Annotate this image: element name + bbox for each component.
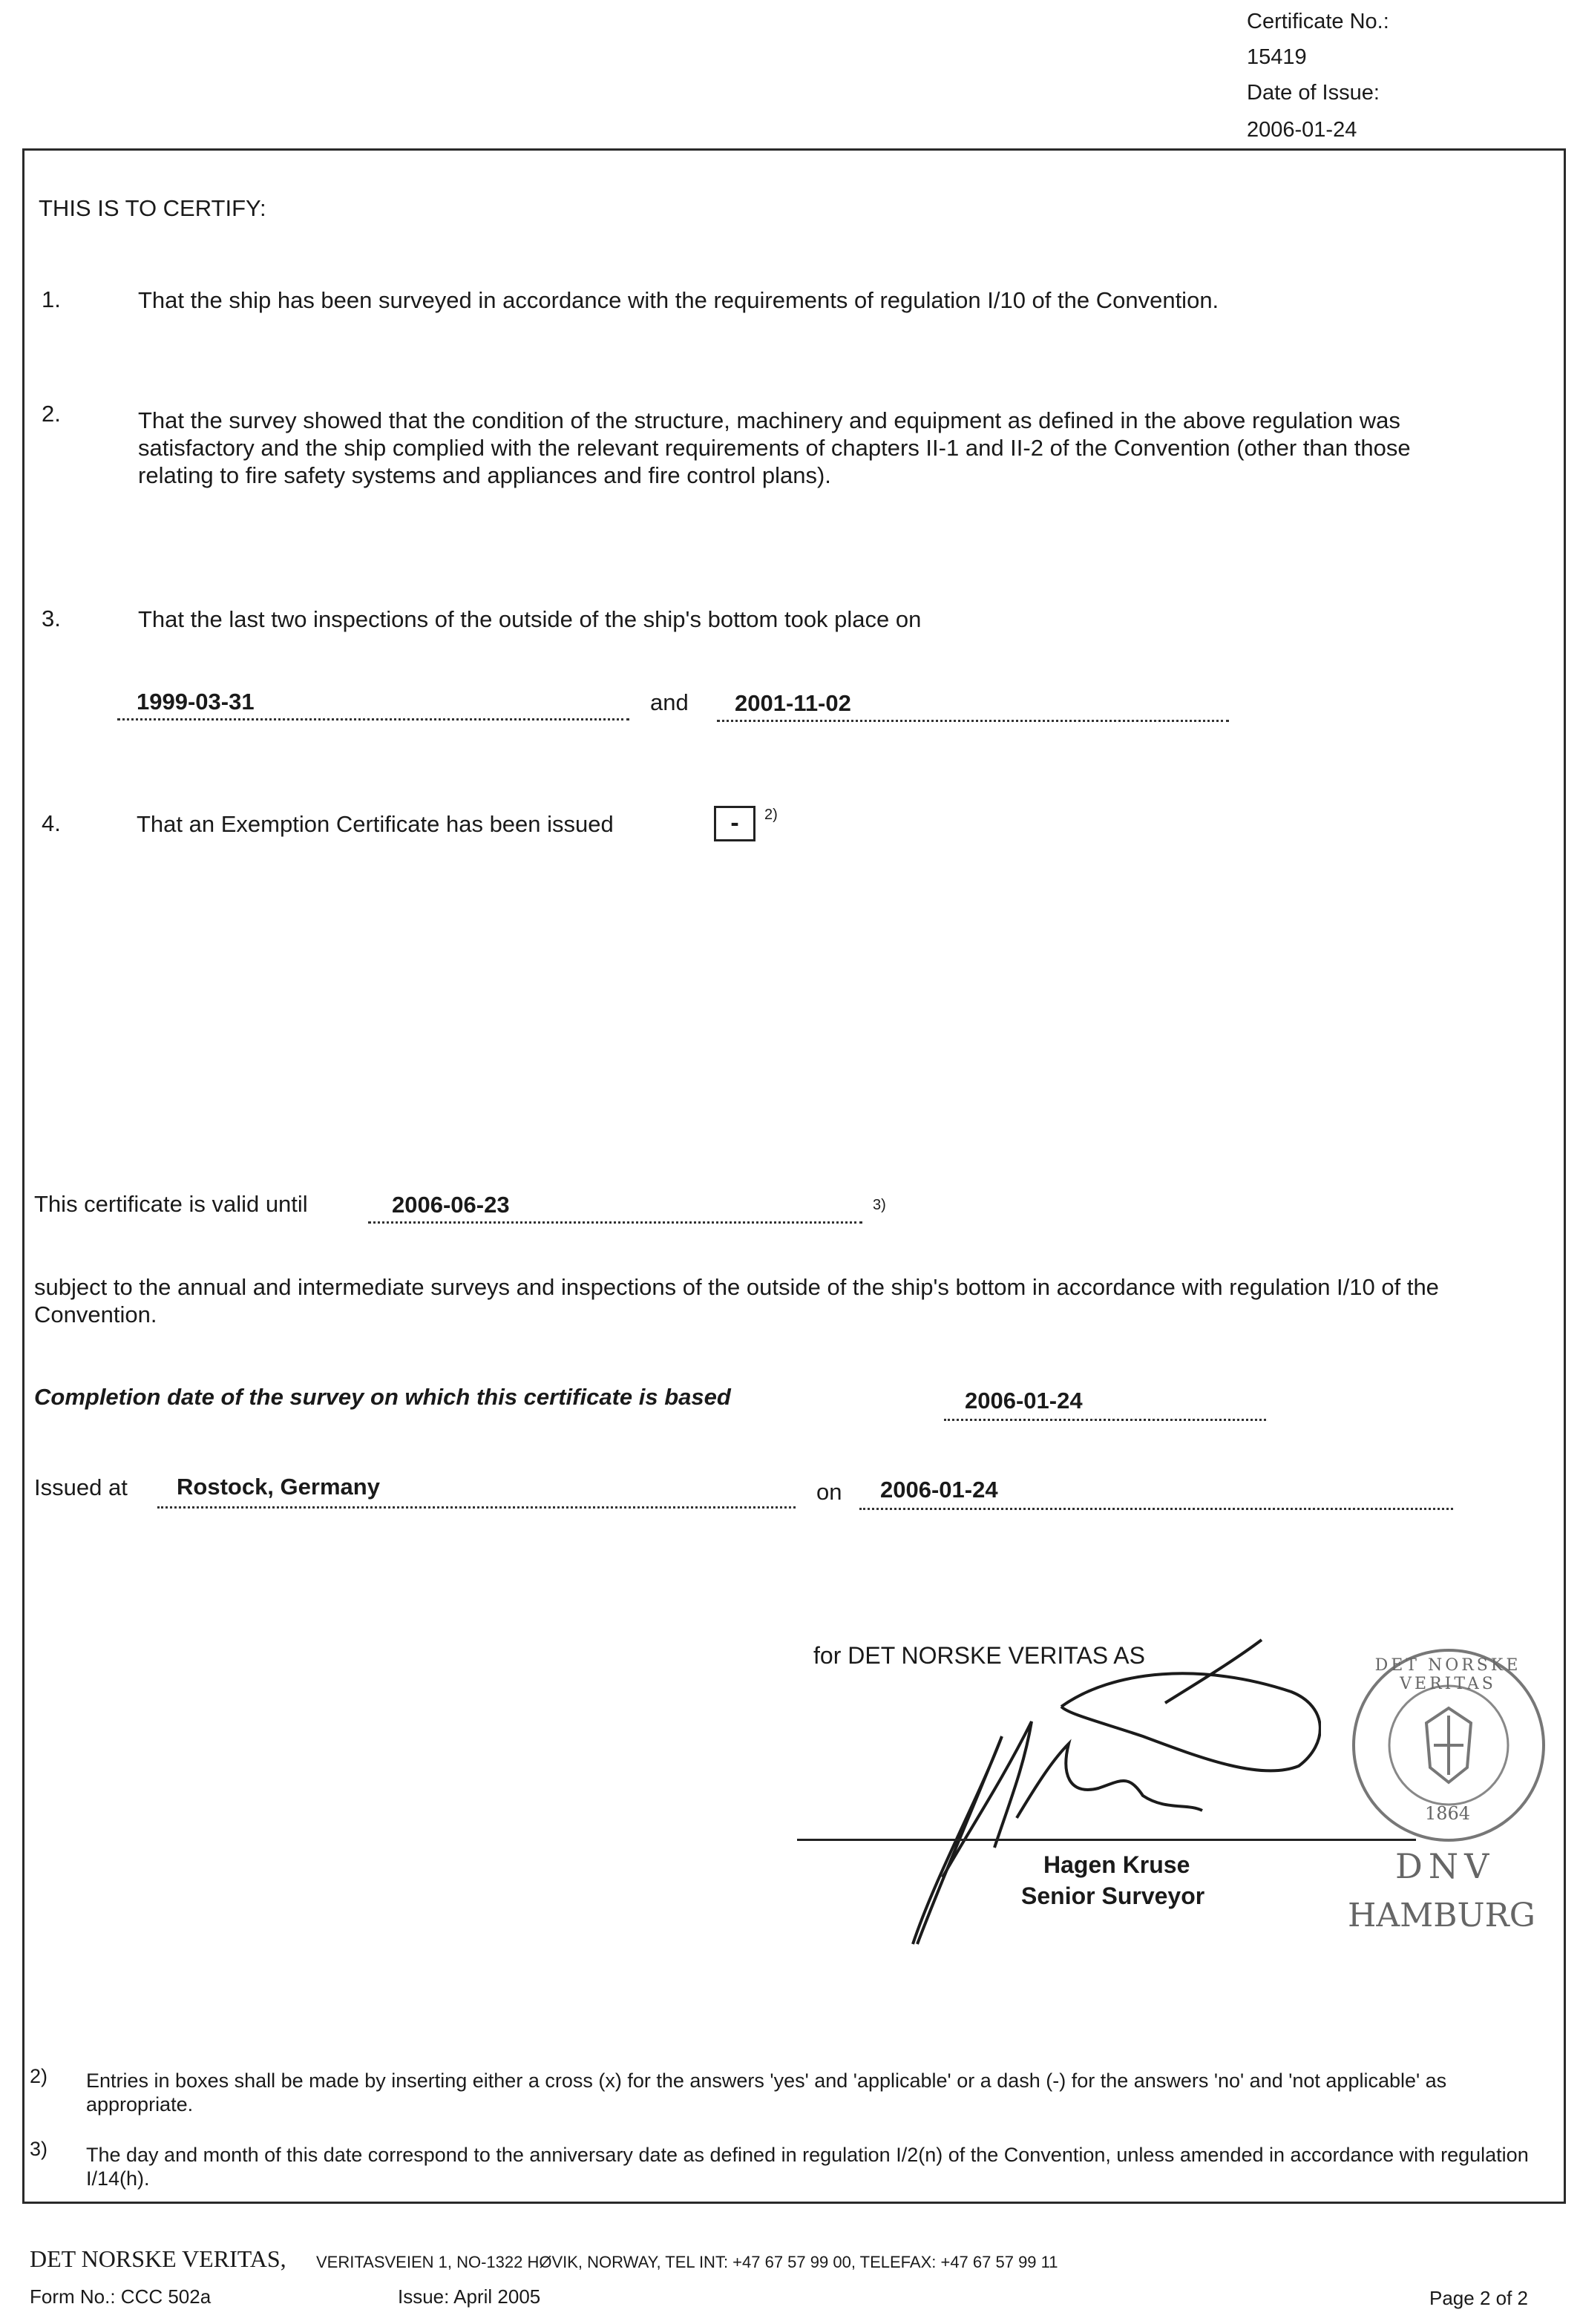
issued-at-label: Issued at bbox=[34, 1474, 128, 1500]
item-number: 1. bbox=[42, 286, 61, 312]
signature-line bbox=[797, 1839, 1416, 1841]
issued-on-line bbox=[859, 1508, 1453, 1510]
note-ref: 3) bbox=[873, 1197, 886, 1213]
item-text: That the ship has been surveyed in accordance with the requirements of regulation I/10 of the Convention. bbox=[138, 287, 1219, 313]
item-number: 4. bbox=[42, 810, 61, 836]
seal-ring-text: DET NORSKE VERITAS bbox=[1374, 1656, 1521, 1693]
inspection-date-2-line bbox=[717, 720, 1229, 722]
certificate-no-label: Certificate No.: bbox=[1247, 10, 1389, 33]
signatory-title: Senior Surveyor bbox=[1021, 1882, 1205, 1909]
issued-at-place: Rostock, Germany bbox=[177, 1474, 380, 1500]
issued-on-date: 2006-01-24 bbox=[880, 1477, 998, 1503]
footer-company: DET NORSKE VERITAS, bbox=[30, 2245, 286, 2272]
exemption-checkbox: - bbox=[714, 806, 755, 841]
certify-heading: THIS IS TO CERTIFY: bbox=[39, 195, 266, 221]
stamp-city: HAMBURG bbox=[1348, 1897, 1535, 1934]
item-number: 2. bbox=[42, 401, 61, 427]
stamp-dnv: DNV bbox=[1395, 1846, 1495, 1886]
footer-address: VERITASVEIEN 1, NO-1322 HØVIK, NORWAY, TEL INT: +47 67 57 99 00, TELEFAX: +47 67 57 99 11 bbox=[316, 2253, 1058, 2271]
on-label: on bbox=[816, 1479, 842, 1505]
footer-page: Page 2 of 2 bbox=[1429, 2287, 1528, 2309]
inspection-date-2: 2001-11-02 bbox=[735, 690, 851, 716]
note-ref: 2) bbox=[764, 807, 778, 823]
item-number: 3. bbox=[42, 605, 61, 631]
signatory-name: Hagen Kruse bbox=[1043, 1851, 1190, 1878]
date-of-issue-label: Date of Issue: bbox=[1247, 81, 1380, 105]
valid-until-label: This certificate is valid until bbox=[34, 1191, 308, 1217]
item-text: That an Exemption Certificate has been issued bbox=[137, 811, 614, 837]
certificate-no: 15419 bbox=[1247, 45, 1307, 69]
completion-date: 2006-01-24 bbox=[965, 1388, 1083, 1414]
issued-at-line bbox=[157, 1506, 796, 1509]
item-text: That the survey showed that the condition of the structure, machinery and equipment as defined in the above regulation was satisfactory and the ship complied with the relevant requirements of chapters II-1 and II-2 of the Convention (other than those relating to fire safety systems and appliances and fire control plans). bbox=[138, 407, 1411, 488]
footer-issue: Issue: April 2005 bbox=[398, 2285, 541, 2308]
note-number: 2) bbox=[30, 2065, 48, 2087]
item-text: That the last two inspections of the outside of the ship's bottom took place on bbox=[138, 606, 922, 632]
date-of-issue: 2006-01-24 bbox=[1247, 118, 1357, 142]
valid-until-line bbox=[368, 1221, 862, 1224]
seal-year: 1864 bbox=[1425, 1803, 1471, 1824]
signatory-company: for DET NORSKE VERITAS AS bbox=[813, 1642, 1145, 1669]
valid-until-date: 2006-06-23 bbox=[392, 1192, 510, 1218]
inspection-date-1: 1999-03-31 bbox=[137, 689, 255, 715]
note-text: The day and month of this date correspond to the anniversary date as defined in regulation I/2(n) of the Convention, unless amended in accordance with regulation I/14(h). bbox=[86, 2144, 1529, 2190]
completion-label: Completion date of the survey on which this certificate is based bbox=[34, 1384, 731, 1410]
note-number: 3) bbox=[30, 2138, 48, 2160]
completion-line bbox=[944, 1419, 1266, 1421]
subject-text: subject to the annual and intermediate surveys and inspections of the outside of the ship's bottom in accordance with regulation I/10 of the Convention. bbox=[34, 1274, 1439, 1327]
footer-form-no: Form No.: CCC 502a bbox=[30, 2285, 212, 2308]
and-label: and bbox=[650, 689, 689, 715]
note-text: Entries in boxes shall be made by inserting either a cross (x) for the answers 'yes' and 'applicable' or a dash (-) for the answers 'no' and 'not applicable' as appropriate. bbox=[86, 2069, 1447, 2115]
inspection-date-1-line bbox=[117, 718, 629, 720]
